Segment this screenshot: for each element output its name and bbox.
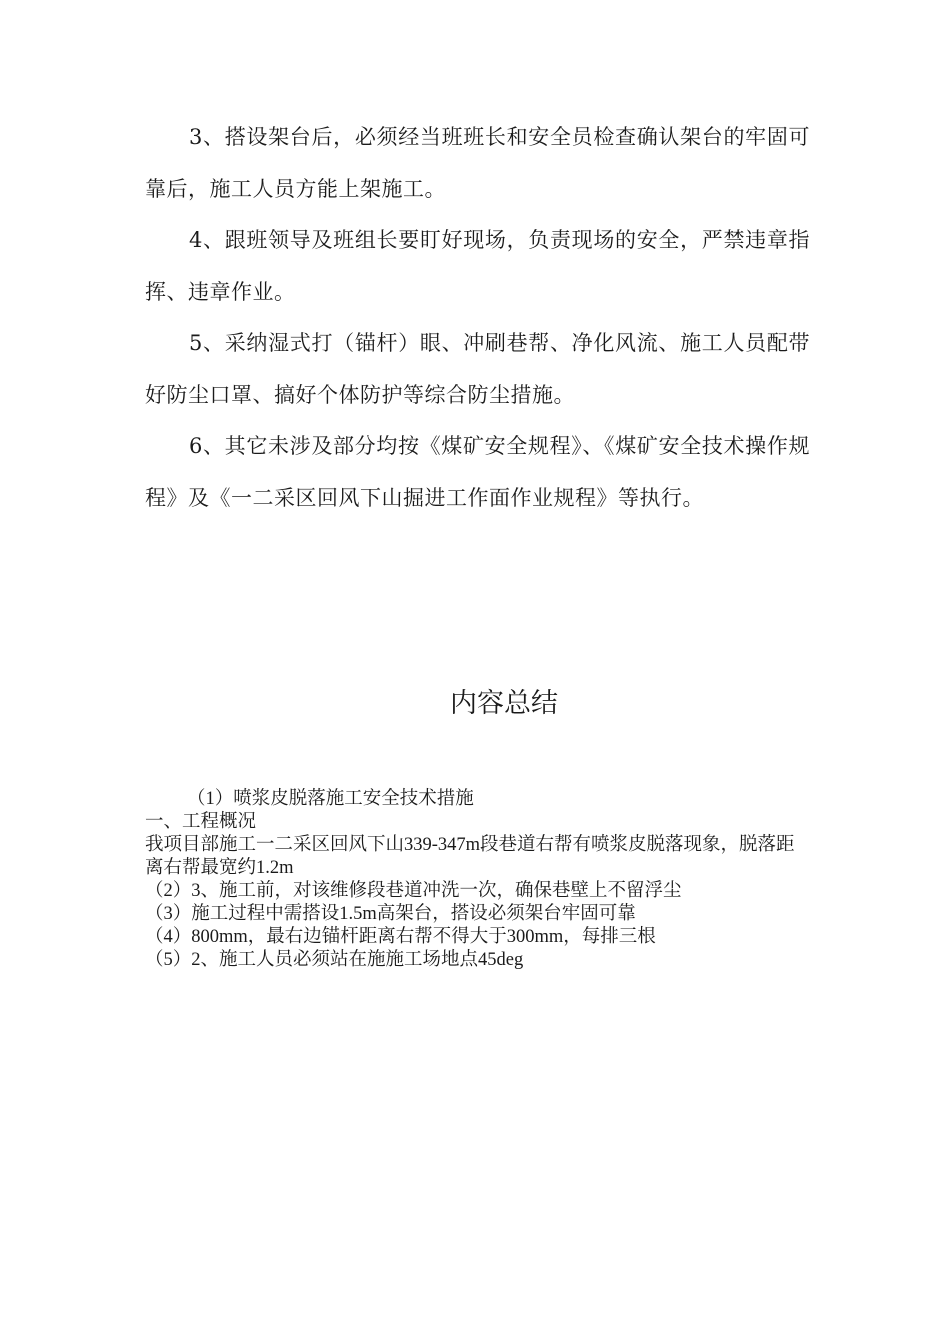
paragraph-3: 3、搭设架台后，必须经当班班长和安全员检查确认架台的牢固可靠后，施工人员方能上架施工。 [145, 125, 810, 201]
body-text [145, 112, 810, 524]
summary-line: （1）喷浆皮脱落施工安全技术措施 [187, 789, 474, 809]
summary-line: （2）3、施工前，对该维修段巷道冲洗一次，确保巷壁上不留浮尘 [145, 881, 682, 901]
summary-line: 我项目部施工一二采区回风下山339-347m段巷道右帮有喷浆皮脱落现象，脱落距离右帮最宽约1.2m [145, 835, 795, 878]
paragraph-6: 6、其它未涉及部分均按《煤矿安全规程》、《煤矿安全技术操作规程》及《一二采区回风下山掘进工作面作业规程》等执行。 [145, 434, 810, 510]
summary-title: 内容总结 [450, 688, 558, 719]
paragraph-4: 4、跟班领导及班组长要盯好现场，负责现场的安全，严禁违章指挥、违章作业。 [145, 228, 810, 304]
paragraph-5: 5、采纳湿式打（锚杆）眼、冲刷巷帮、净化风流、施工人员配带好防尘口罩、搞好个体防护等综合防尘措施。 [145, 331, 810, 407]
summary-line: （4）800mm，最右边锚杆距离右帮不得大于300mm，每排三根 [145, 927, 656, 947]
summary-section [145, 788, 795, 972]
summary-line: （3）施工过程中需搭设1.5m高架台，搭设必须架台牢固可靠 [145, 904, 636, 924]
summary-line: （5）2、施工人员必须站在施施工场地点45deg [145, 950, 524, 970]
summary-line: 一、工程概况 [145, 812, 257, 832]
